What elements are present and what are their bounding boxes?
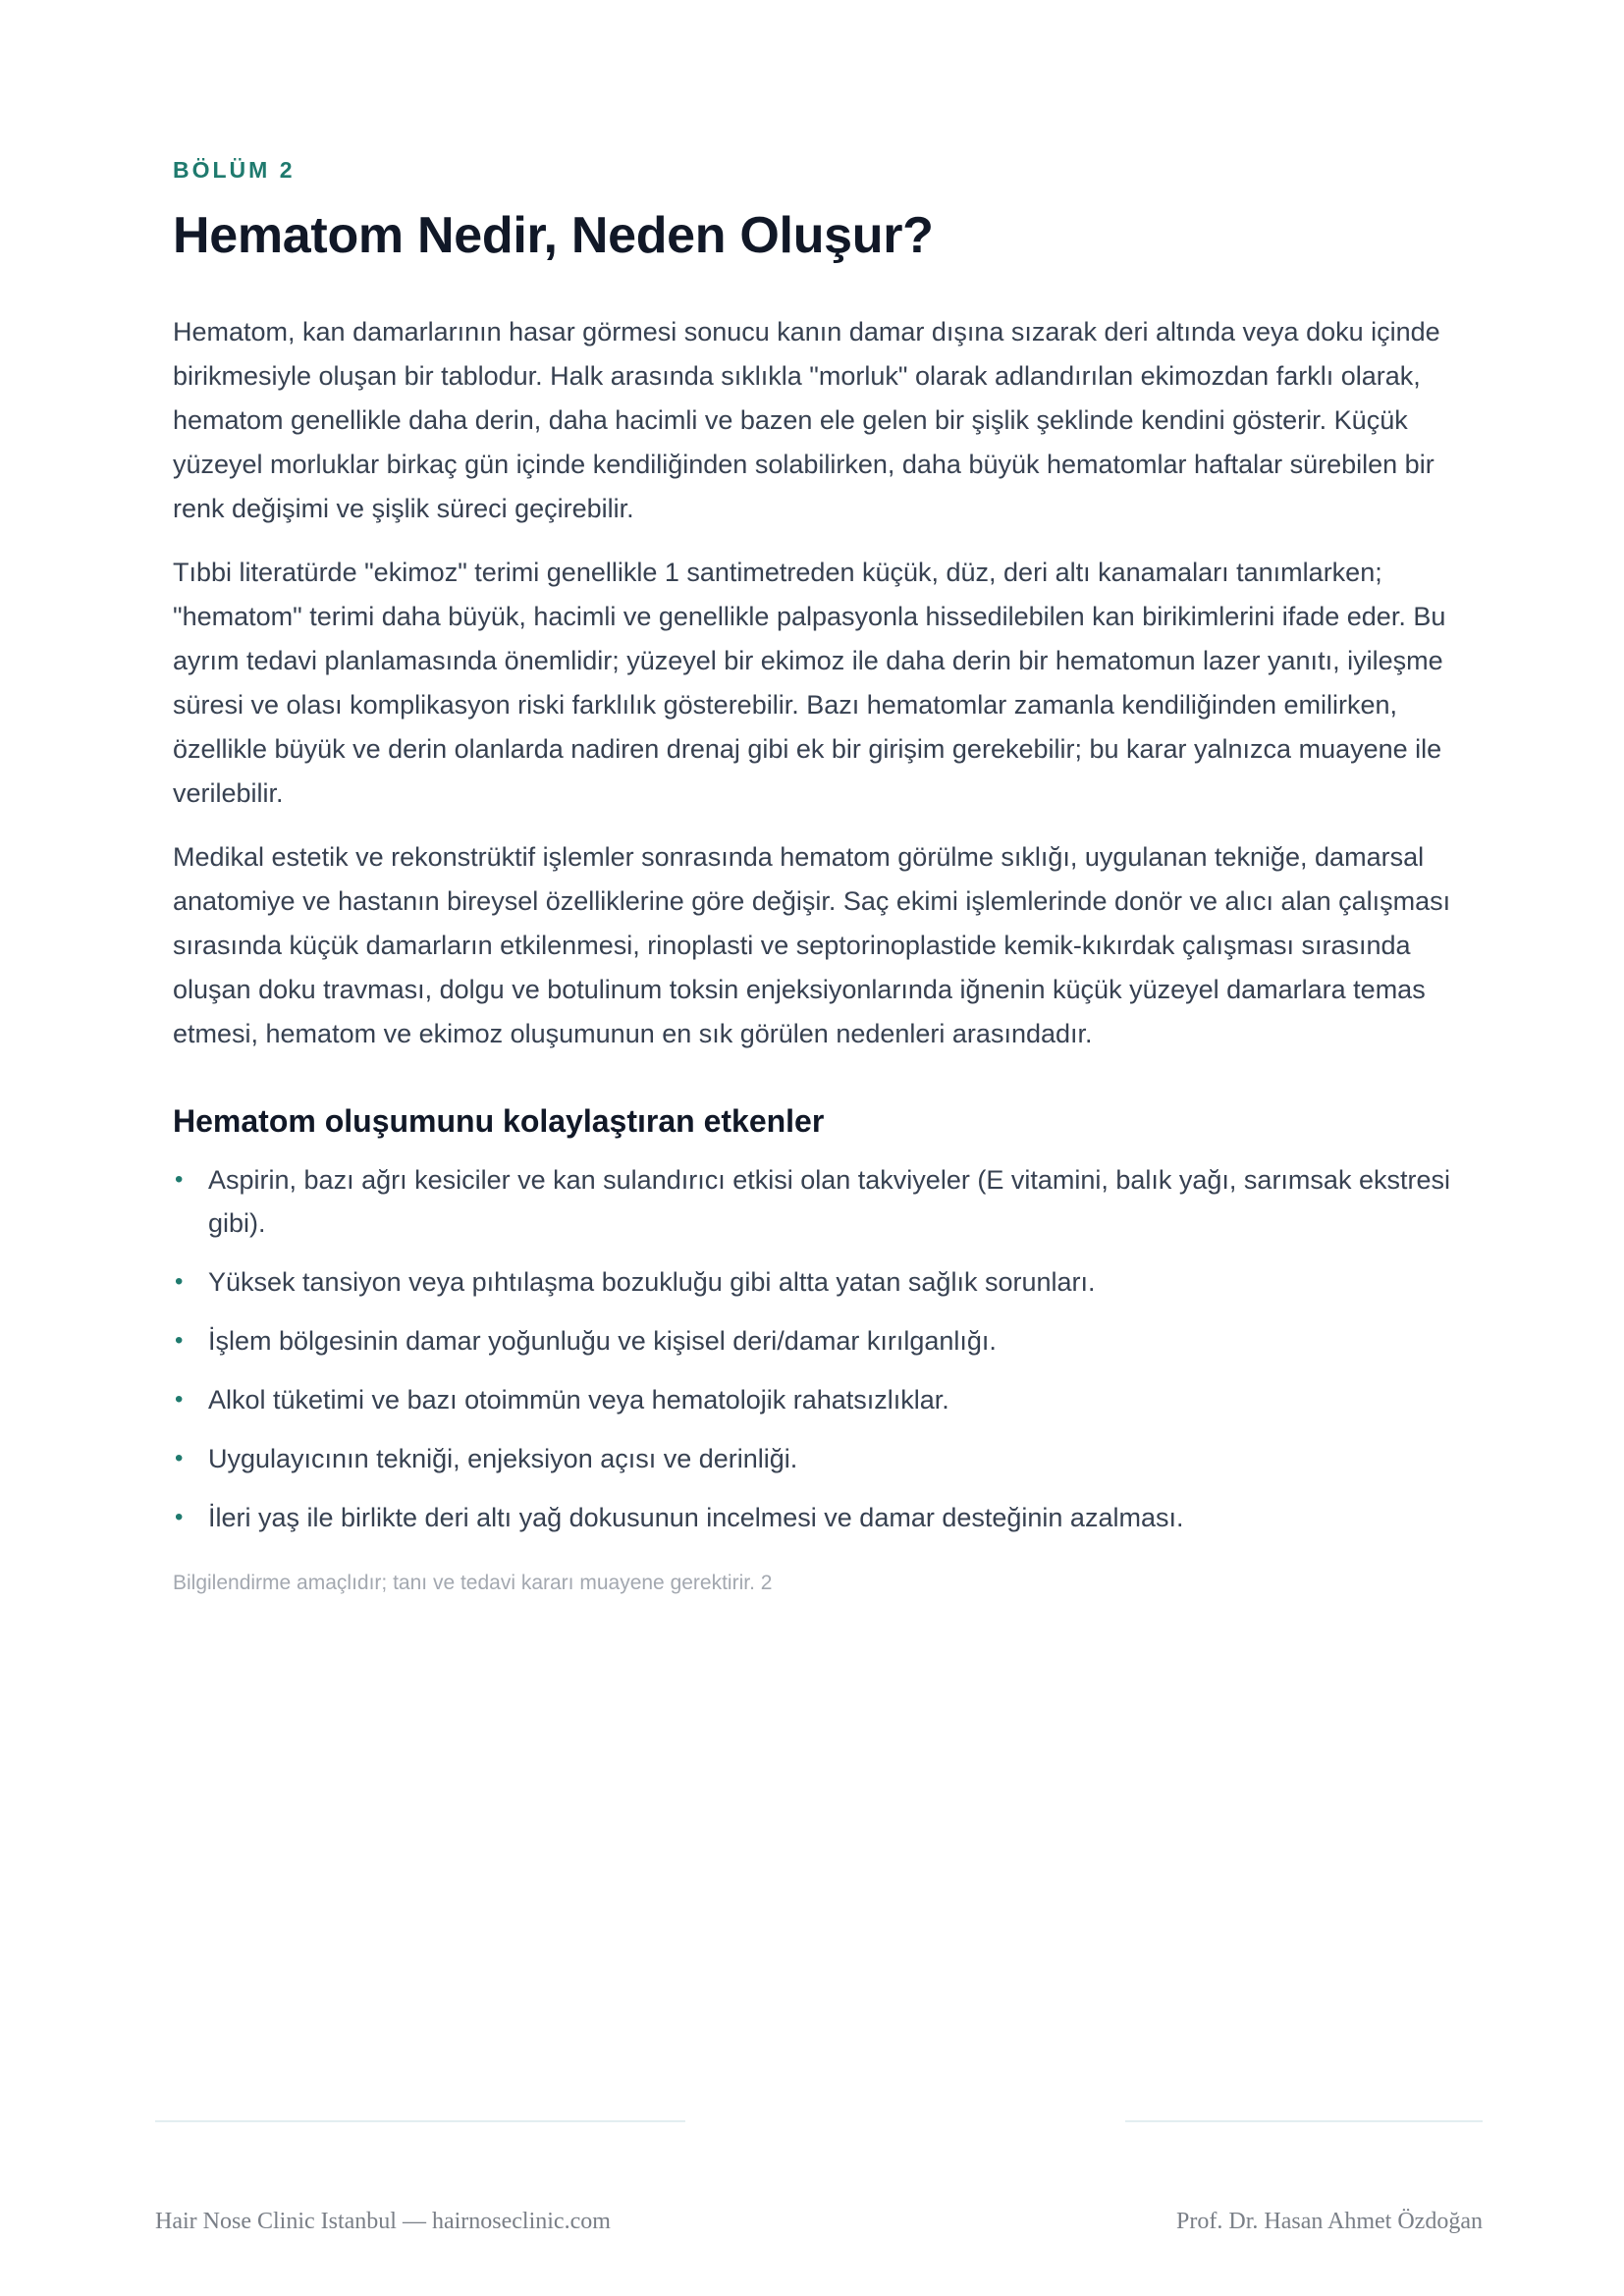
list-item: [173, 1496, 1469, 1539]
list-item: [173, 1437, 1469, 1480]
factors-list: [173, 1158, 1469, 1539]
bullet-icon: •: [175, 1268, 184, 1295]
list-item-text: Alkol tüketimi ve bazı otoimmün veya hematolojik rahatsızlıklar.: [208, 1385, 949, 1415]
list-item: [173, 1158, 1469, 1245]
paragraph: Tıbbi literatürde "ekimoz" terimi genellikle 1 santimetreden küçük, düz, deri altı kanamaları tanımlarken; "hematom" terimi daha büyük, hacimli ve genellikle palpasyonla hissedilebilen kan birikimlerini ifade eder. Bu ayrım tedavi planlamasında önemlidir; yüzeyel bir ekimoz ile daha derin bir hematomun lazer yanıtı, iyileşme süresi ve olası komplikasyon riski farklılık gösterebilir. Bazı hematomlar zamanla kendiliğinden emilirken, özellikle büyük ve derin olanlarda nadiren drenaj gibi ek bir girişim gerekebilir; bu karar yalnızca muayene ile verilebilir.: [173, 558, 1446, 808]
list-item: [173, 1260, 1469, 1304]
bullet-icon: •: [175, 1386, 184, 1413]
list-item-text: İleri yaş ile birlikte deri altı yağ dokusunun incelmesi ve damar desteğinin azalması.: [208, 1503, 1184, 1532]
paragraph: Hematom, kan damarlarının hasar görmesi sonucu kanın damar dışına sızarak deri altında veya doku içinde birikmesiyle oluşan bir tablodur. Halk arasında sıklıkla "morluk" olarak adlandırılan ekimozdan farklı olarak, hematom genellikle daha derin, daha hacimli ve bazen ele gelen bir şişlik şeklinde kendini gösterir. Küçük yüzeyel morluklar birkaç gün içinde kendiliğinden solabilirken, daha büyük hematomlar haftalar sürebilen bir renk değişimi ve şişlik süreci geçirebilir.: [173, 317, 1440, 523]
list-item: [173, 1319, 1469, 1362]
section-label: BÖLÜM 2: [173, 157, 296, 183]
list-item-text: Aspirin, bazı ağrı kesiciler ve kan sulandırıcı etkisi olan takviyeler (E vitamini, balık yağı, sarımsak ekstresi gibi).: [208, 1165, 1450, 1238]
footer-divider-left: [155, 2120, 685, 2122]
page-title: Hematom Nedir, Neden Oluşur?: [173, 207, 934, 264]
bullet-icon: •: [175, 1166, 184, 1193]
list-item-text: Yüksek tansiyon veya pıhtılaşma bozukluğu gibi altta yatan sağlık sorunları.: [208, 1267, 1096, 1297]
disclaimer-note: Bilgilendirme amaçlıdır; tanı ve tedavi kararı muayene gerektirir. 2: [173, 1572, 773, 1594]
bullet-icon: •: [175, 1445, 184, 1471]
footer-clinic-name: Hair Nose Clinic Istanbul — hairnoseclinic.com: [155, 2209, 611, 2234]
paragraph: Medikal estetik ve rekonstrüktif işlemler sonrasında hematom görülme sıklığı, uygulanan tekniğe, damarsal anatomiye ve hastanın bireysel özelliklerine göre değişir. Saç ekimi işlemlerinde donör ve alıcı alan çalışması sırasında küçük damarların etkilenmesi, rinoplasti ve septorinoplastide kemik-kıkırdak çalışması sırasında oluşan doku travması, dolgu ve botulinum toksin enjeksiyonlarında iğnenin küçük yüzeyel damarlara temas etmesi, hematom ve ekimoz oluşumunun en sık görülen nedenleri arasındadır.: [173, 842, 1451, 1048]
list-item-text: Uygulayıcının tekniği, enjeksiyon açısı ve derinliği.: [208, 1444, 798, 1473]
list-item-text: İşlem bölgesinin damar yoğunluğu ve kişisel deri/damar kırılganlığı.: [208, 1326, 997, 1356]
bullet-icon: •: [175, 1504, 184, 1530]
bullet-icon: •: [175, 1327, 184, 1354]
factors-heading: Hematom oluşumunu kolaylaştıran etkenler: [173, 1103, 825, 1139]
article-body: [173, 310, 1469, 1598]
list-item: [173, 1378, 1469, 1421]
footer-divider-right: [1125, 2120, 1483, 2122]
footer-author-name: Prof. Dr. Hasan Ahmet Özdoğan: [1176, 2209, 1483, 2234]
